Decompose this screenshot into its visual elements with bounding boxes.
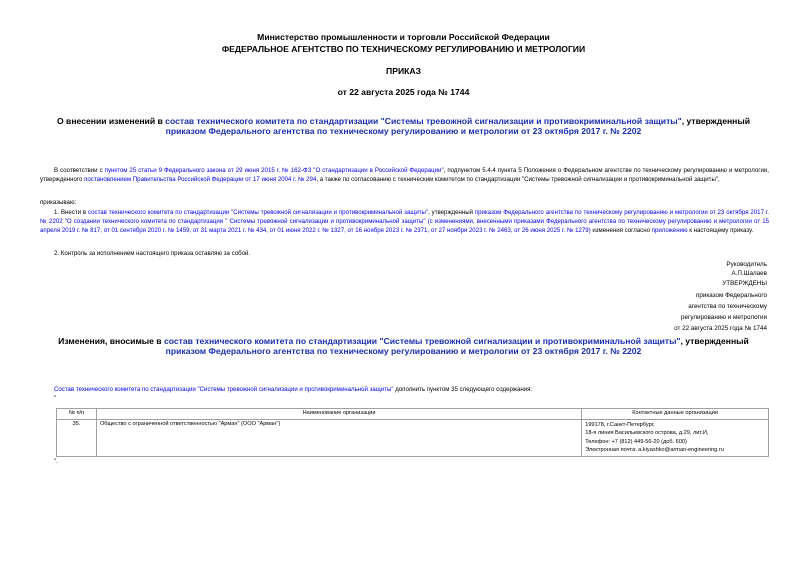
title-link-order[interactable]: приказом Федерального агентства по техническому регулированию и метрологии от 23 октября 2017 г. № 2202 (165, 126, 642, 136)
signature-role: Руководитель (726, 261, 767, 268)
item1-text-2: , утвержденный (428, 209, 475, 216)
approved-line-3: регулированию и метрологии (681, 314, 767, 321)
contact-line: 18-я линия Васильевского острова, д.29, лит.И, (585, 430, 709, 437)
agency-name: ФЕДЕРАЛЬНОЕ АГЕНТСТВО ПО ТЕХНИЧЕСКОМУ РЕГУЛИРОВАНИЮ И МЕТРОЛОГИИ (221, 44, 586, 54)
signature-name: А.П.Шалаев (731, 270, 767, 277)
item1-text: 1. Внести в (54, 209, 89, 216)
ministry-name: Министерство промышленности и торговли Российской Федерации (257, 32, 550, 42)
title-text-2: , утвержденный (681, 116, 750, 126)
annex-title-committee-link[interactable]: состав технического комитета по стандартизации "Системы тревожной сигнализации и противокриминальной защиты" (163, 336, 681, 346)
item-2-paragraph: 2. Контроль за исполнением настоящего приказа оставляю за собой. (54, 250, 251, 257)
appendix-link[interactable]: приложению (651, 227, 688, 234)
table-row (57, 420, 769, 457)
item-1-paragraph (40, 208, 769, 235)
order-date: от 22 августа 2025 года № 1744 (337, 87, 470, 97)
item1-order-link[interactable]: приказом Федерального агентства по техническому регулированию и метрологии от 23 октября 2017 г. № 2202 "О создании технического комитета по стандартизации " Системы тревожной сигнализации и противокриминальной защиты" (с изменениями, внесенными приказами Федерального агентства по техническому регулированию и метрологии от 15 апреля 2019 г. № 817, от 01 сентября 2020 г. № 1459, от 31 марта 2021 г. № 434, от 01 июня 2022 г. № 1327, от 16 ноября 2023 г. № 2371, от 27 ноября 2023 г. № 2463, от 26 июня 2025 г. № 1279) (40, 209, 770, 234)
row-contacts (582, 420, 769, 457)
approved-line-4: от 22 августа 2025 года № 1744 (674, 325, 767, 332)
contact-line: 199178, г.Санкт-Петербург, (585, 422, 655, 428)
law-link[interactable]: пунктом 25 статьи 9 Федерального закона от 29 июня 2015 г. № 162-ФЗ "О стандартизации в Российской Федерации" (104, 167, 444, 174)
order-title (0, 116, 807, 136)
item1-text-4: к настоящему приказу. (687, 227, 754, 234)
annex-title (0, 336, 807, 356)
annex-title-order-link[interactable]: приказом Федерального агентства по техническому регулированию и метрологии от 23 октября 2017 г. № 2202 (165, 346, 642, 356)
title-link-committee[interactable]: состав технического комитета по стандартизации "Системы тревожной сигнализации и противокриминальной защиты" (165, 116, 682, 126)
row-num: 35. (57, 420, 97, 457)
item1-text-3: изменения согласно (590, 227, 652, 234)
table-header-row (57, 409, 769, 420)
quote-open: " (54, 396, 57, 402)
preamble-text-3: , а также по согласованию с техническим комитетом по стандартизации "Системы тревожной сигнализации и противокриминальной защиты", (316, 176, 720, 183)
contact-line: Электронная почта: a.kiyashko@arman-engineering.ru (585, 447, 724, 454)
quote-close: ". (54, 459, 58, 465)
approved-label: УТВЕРЖДЕНЫ (722, 280, 767, 287)
header-num: № п/п (57, 409, 97, 420)
annex-intro (54, 385, 532, 394)
preamble-text: В соответствии с (54, 167, 105, 174)
preamble-paragraph (40, 166, 769, 184)
order-label: ПРИКАЗ (386, 66, 421, 76)
annex-intro-text: дополнить пунктом 35 следующего содержания: (393, 386, 533, 393)
approved-line-1: приказом Федерального (695, 292, 767, 299)
contact-line: Телефон: +7 (812) 449-56-20 (доб. 600) (585, 438, 687, 445)
organizations-table (56, 408, 769, 457)
annex-title-text: Изменения, вносимые в (58, 336, 164, 346)
annex-intro-link[interactable]: Состав технического комитета по стандартизации "Системы тревожной сигнализации и противокриминальной защиты" (54, 386, 394, 393)
annex-title-text-2: , утвержденный (680, 336, 749, 346)
item1-committee-link[interactable]: состав технического комитета по стандартизации "Системы тревожной сигнализации и противокриминальной защиты" (88, 209, 429, 216)
preamble-text-2: , подпунктом 5.4.4 пункта 5 Положения о Федеральном агентстве по техническому регулированию и метрологии, утвержденного (40, 167, 769, 183)
header-contacts: Контактные данные организации (582, 409, 769, 420)
row-org: Общество с ограниченной ответственностью "Арман" (ООО "Арман") (96, 420, 581, 457)
resolution-link[interactable]: постановлением Правительства Российской Федерации от 17 июня 2004 г. № 294 (84, 176, 317, 183)
title-text: О внесении изменений в (56, 116, 166, 126)
order-word: приказываю: (40, 199, 77, 206)
header-org: Наименование организации (96, 409, 581, 420)
approved-line-2: агентства по техническому (688, 303, 767, 310)
